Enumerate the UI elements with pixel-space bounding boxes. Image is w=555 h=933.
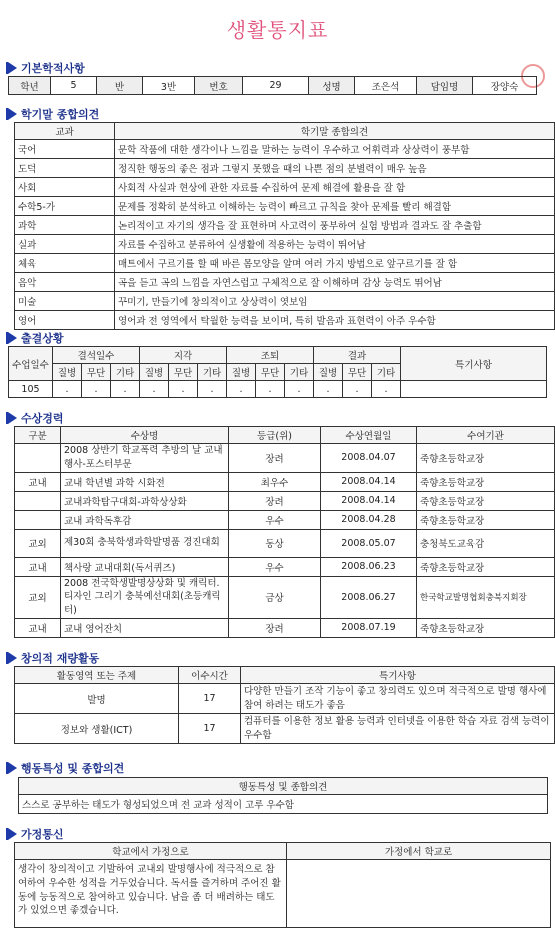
page-title: 생활통지표	[226, 18, 329, 42]
days-header: 수업일수	[9, 347, 53, 381]
table-row: 정보와 생활(ICT) 17 컴퓨터를 이용한 정보 활용 능력과 인터넷을 이용한 학습 자료 검색 능력이 우수함	[15, 714, 555, 744]
section-home-heading: 가정통신	[8, 826, 64, 842]
table-row	[19, 795, 548, 814]
table-row: 교외 제30회 충북학생과학발명품 경진대회 동상 2008.05.07 충청북도교육감	[15, 529, 555, 557]
basic-info-table	[8, 76, 537, 95]
table-row: 체육 매트에서 구르기를 할 때 바른 몸모양을 알며 여러 가지 방법으로 앞구르기를 잘 함	[15, 254, 555, 273]
section-marker-icon	[8, 652, 17, 664]
behavior-table: 행동특성 및 종합의견 스스로 공부하는 태도가 형성되었으며 전 교과 성적이 고루 우수함	[18, 777, 548, 814]
table-row: 교내 교내 학년별 과학 시화전 최우수 2008.04.14 죽향초등학교장	[15, 472, 555, 491]
table-row: 음악 곡을 듣고 곡의 느낌을 자연스럽고 구체적으로 잘 이해하며 감상 능력도 뛰어남	[15, 273, 555, 292]
teacher-value: 장양숙	[473, 77, 537, 95]
creative-table: 활동영역 또는 주제 이수시간 특기사항 발명 17 다양한 만들기 조작 기능이 좋고 창의력도 있으며 적극적으로 발명 행사에 참여 하려는 태도가 좋음 정보와 생활(ICT) 17 컴퓨터를 이용한 정보 활용 능력과 인터넷을 이용한 학습 자료 검색 능력이 우수함	[14, 666, 555, 744]
section-marker-icon	[8, 108, 17, 120]
table-row: 교내 책사랑 교내대회(독서퀴즈) 우수 2008.06.23 죽향초등학교장	[15, 557, 555, 576]
section-marker-icon	[8, 828, 17, 840]
opinion-comment-header: 학기말 종합의견	[115, 123, 555, 140]
missed-class-header: 결과	[314, 347, 401, 364]
home-to-school-text	[287, 860, 551, 928]
class-label: 반	[97, 77, 143, 95]
table-row: 105 . . . . . . . . . . . .	[9, 381, 547, 398]
section-marker-icon	[8, 62, 17, 74]
table-row: 국어 문학 작품에 대한 생각이나 느낌을 말하는 능력이 우수하고 어휘력과 상상력이 풍부함	[15, 140, 555, 159]
table-row: 교내과학탐구대회-과학상상화 장려 2008.04.14 죽향초등학교장	[15, 491, 555, 510]
teacher-label: 담임명	[417, 77, 473, 95]
opinion-table	[14, 122, 555, 330]
table-row: 2008 상반기 학교폭력 추방의 날 교내행사-포스터부문 장려 2008.04.07 죽향초등학교장	[15, 444, 555, 473]
school-to-home-text: 생각이 창의적이고 기발하여 교내외 발명행사에 적극적으로 참여하여 우수한 성적을 거두었습니다. 독서를 즐겨하며 주어진 활동에 능동적으로 참여하고 있습니다. 남을 좀 더 배려하는 태도가 있었으면 좋겠습니다.	[15, 860, 287, 928]
table-row: 수학5-가 문제를 정확히 분석하고 이해하는 능력이 빠르고 규칙을 찾아 문제를 빨리 해결함	[15, 197, 555, 216]
section-marker-icon	[8, 412, 17, 424]
behavior-text: 스스로 공부하는 태도가 형성되었으며 전 교과 성적이 고루 우수함	[19, 795, 548, 814]
section-marker-icon	[8, 332, 17, 344]
section-marker-icon	[8, 762, 17, 774]
table-row: 교내 과학독후감 우수 2008.04.28 죽향초등학교장	[15, 510, 555, 529]
table-row	[15, 860, 551, 928]
section-behavior-heading: 행동특성 및 종합의견	[8, 760, 124, 776]
early-leave-header: 조퇴	[227, 347, 314, 364]
section-attendance-heading: 출결상황	[8, 330, 64, 346]
name-value: 조은석	[355, 77, 417, 95]
days-value: 105	[9, 381, 53, 398]
section-opinion-heading: 학기말 종합의견	[8, 106, 99, 122]
opinion-subject-header: 교과	[15, 123, 115, 140]
number-label: 번호	[195, 77, 243, 95]
table-row: 도덕 정직한 행동의 좋은 점과 그렇지 못했을 때의 나쁜 점의 분별력이 매우 높음	[15, 159, 555, 178]
table-row: 교내 교내 영어잔치 장려 2008.07.19 죽향초등학교장	[15, 618, 555, 637]
table-row: 영어 영어과 전 영역에서 탁월한 능력을 보이며, 특히 발음과 표현력이 아주 우수함	[15, 311, 555, 330]
attendance-table: 수업일수 결석일수 지각 조퇴 결과 특기사항 질병 무단 기타 질병 무단 기타 질병 무단 기타 질병 무단 기타 105 . . . . . . . . . . . .	[8, 346, 547, 398]
grade-label: 학년	[9, 77, 51, 95]
section-awards-heading: 수상경력	[8, 410, 64, 426]
section-creative-heading: 창의적 재량활동	[8, 650, 99, 666]
table-row: 발명 17 다양한 만들기 조작 기능이 좋고 창의력도 있으며 적극적으로 발명 행사에 참여 하려는 태도가 좋음	[15, 684, 555, 714]
class-value: 3반	[143, 77, 195, 95]
table-row: 과학 논리적이고 자기의 생각을 잘 표현하며 사고력이 풍부하여 실험 방법과 결과도 잘 추출함	[15, 216, 555, 235]
attendance-note-value	[401, 381, 547, 398]
table-row: 미술 꾸미기, 만들기에 창의적이고 상상력이 엿보임	[15, 292, 555, 311]
section-basic-heading: 기본학적사항	[8, 60, 85, 76]
table-row: 실과 자료를 수집하고 분류하여 실생활에 적용하는 능력이 뛰어남	[15, 235, 555, 254]
table-row: 교외 2008 전국학생발명상상화 및 캐릭터.티자인 그리기 충북예선대회(초등캐릭터) 금상 2008.06.27 한국학교발명협회충북지회장	[15, 576, 555, 618]
attendance-note-header: 특기사항	[401, 347, 547, 381]
absence-header: 결석일수	[53, 347, 140, 364]
awards-table: 구분 수상명 등급(위) 수상연월일 수여기관 2008 상반기 학교폭력 추방의 날 교내행사-포스터부문 장려 2008.04.07 죽향초등학교장 교내 교내 학년별 과학 시화전 최우수 2008.04.14 죽향초등학교장 교내과학탐구대회-과학상상화 장려 2008.04.14 죽향초등학교장 교내 과학독후감 우수 2008.04.28 죽향초등학교장 교외 제30회 충북학생과학발명품 경진대회 동상 2008.05.07 충청북도교육감 교내 책사랑 교내대회(독서퀴즈) 우수 2008.06.23 죽향초등학교장 교외 2008 전국학생발명상상화 및 캐릭터.티자인 그리기 충북예선대회(초등캐릭터) 금상 2008.06.27 한국학교발명협회충북지회장 교내 교내 영어잔치 장려 2008.07.19 죽향초등학교장	[14, 426, 555, 638]
table-row: 사회 사회적 사실과 현상에 관한 자료를 수집하여 문제 해결에 활용을 잘 함	[15, 178, 555, 197]
home-table: 학교에서 가정으로 가정에서 학교로 생각이 창의적이고 기발하여 교내외 발명행사에 적극적으로 참여하여 우수한 성적을 거두었습니다. 독서를 즐겨하며 주어진 활동에 능동적으로 참여하고 있습니다. 남을 좀 더 배려하는 태도가 있었으면 좋겠습니다.	[14, 842, 551, 928]
number-value: 29	[243, 77, 309, 95]
grade-value: 5	[51, 77, 97, 95]
late-header: 지각	[140, 347, 227, 364]
name-label: 성명	[309, 77, 355, 95]
